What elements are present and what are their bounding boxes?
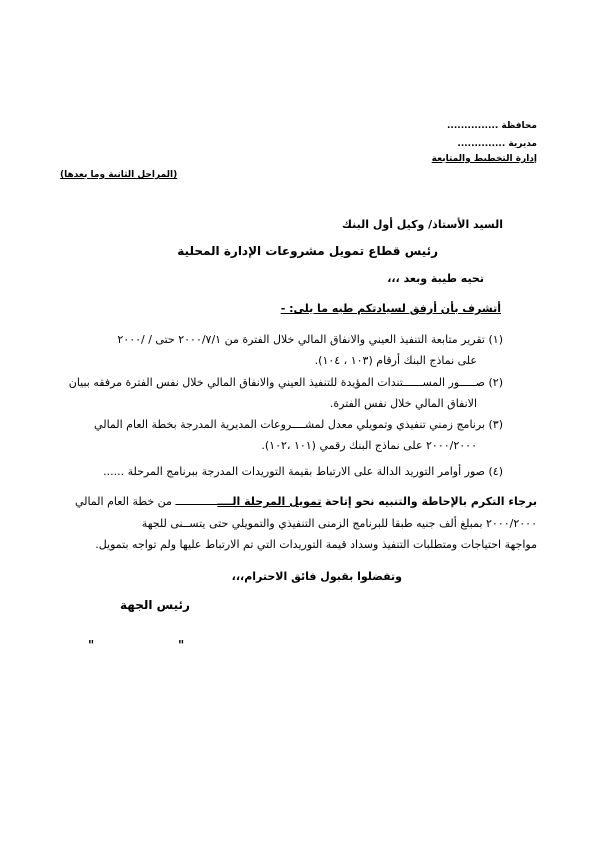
directorate-line: مديرية .............. (457, 139, 537, 149)
item-3-line-2: ٢٠٠٠/٢٠٠٠ على نماذج البنك رقمي (١٠١ ،١٠٢). (261, 439, 477, 452)
item-1-line-2: على نماذج البنك أرقام (١٠٣ ، ١٠٤). (314, 354, 477, 367)
request-underlined-part: تمويل المرحلة الــــ (217, 495, 322, 508)
item-4-line-1: (٤) صور أوامر التوريد الدالة على الارتباط بقيمة التوريدات المدرجة ببرنامج المرحلة ...... (103, 465, 503, 478)
intro-line: أتشرف بأن أرفق لسيادتكم طيه ما يلى: - (280, 302, 501, 315)
closing-line: وتفضلوا بقبول فائق الاحترام،،، (231, 570, 402, 583)
phase-note: (المراحل الثانية وما بعدها) (60, 170, 178, 180)
governorate-line: محافظة ............... (447, 121, 537, 131)
greeting: تحيه طيبة وبعد ،،، (387, 272, 484, 285)
request-bold-part: برجاء التكرم بالإحاطة والتنبيه نحو إتاحة (325, 495, 537, 508)
signature-quote-left: " (88, 638, 95, 652)
item-3-line-1: (٣) برنامج زمني تنفيذي وتمويلي معدل لمشــــروعات المديرية المدرجة بخطة العام المالي (94, 418, 503, 431)
addressee-role: رئيس قطاع تمويل مشروعات الإدارة المحلية (177, 244, 438, 258)
department-line: إدارة التخطيط والمتابعة (431, 154, 537, 164)
addressee-title: السيد الأستاذ/ وكيل أول البنك (341, 218, 503, 231)
request-tail: من خطة العام المالي (74, 495, 172, 508)
item-1-line-1: (١) تقرير متابعة التنفيذ العيني والانفاق المالي خلال الفترة من ٢٠٠٠/٧/١ حتى / /٢٠٠٠ (117, 333, 503, 346)
request-line-1 (75, 495, 537, 508)
signature-title: رئيس الجهة (120, 598, 190, 612)
request-line-2: ٢٠٠٠/٢٠٠٠ بمبلغ ألف جنيه طبقا للبرنامج الزمنى التنفيذي والتمويلي حتى يتســنى للجهة (141, 517, 537, 530)
item-2-line-2: الانفاق المالي خلال نفس الفترة. (329, 397, 477, 410)
request-line-3: مواجهة احتياجات ومتطلبات التنفيذ وسداد قيمة التوريدات التي تم الارتباط عليها ولم تواجه بتمويل. (95, 538, 537, 551)
request-blank: ـــــــــــــ (175, 495, 218, 508)
signature-quote-right: " (178, 638, 185, 652)
item-2-line-1: (٢) صـــــور المســــــتندات المؤيدة للتنفيذ العيني والانفاق المالي خلال نفس الفترة مرفقه ببيان (68, 376, 503, 389)
